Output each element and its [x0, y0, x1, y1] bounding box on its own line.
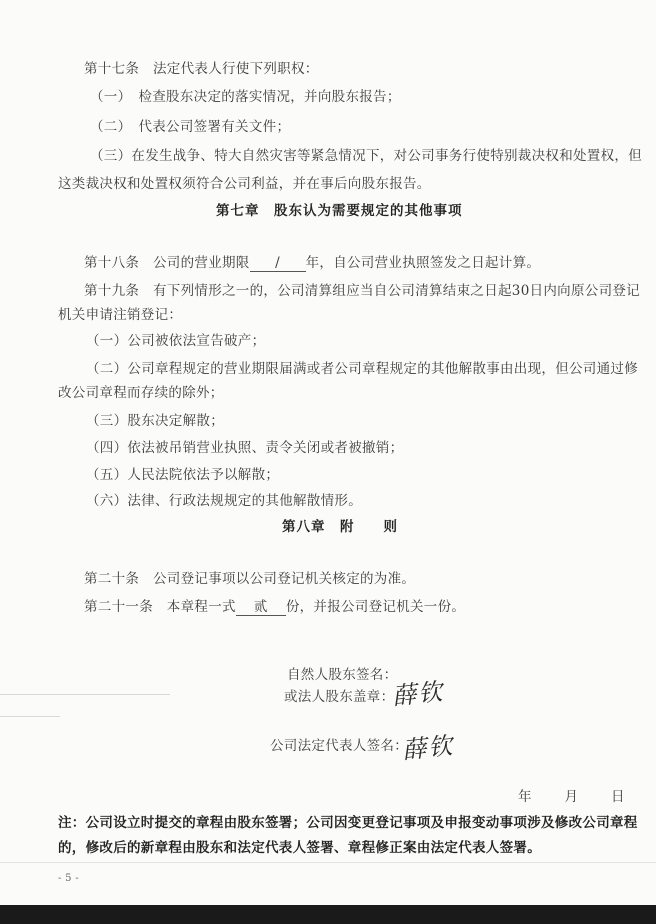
article-19-line-2: 机关申请注销登记： [58, 307, 183, 323]
article-19-line-1: 第十九条 有下列情形之一的，公司清算组应当自公司清算结束之日起30日内向原公司登记 [84, 283, 640, 299]
article-19-item-6: （六）法律、行政法规规定的其他解散情形。 [86, 493, 362, 509]
article-17-item-1: （一） 检查股东决定的落实情况，并向股东报告； [90, 89, 401, 105]
article-18-term-blank: / [250, 255, 306, 272]
article-21 [84, 598, 465, 616]
legal-shareholder-label: 或法人股东盖章： [284, 689, 395, 705]
article-19-item-2-line-2: 改公司章程而存续的除外； [58, 385, 224, 401]
chapter-8-heading: 第八章 附 则 [282, 519, 398, 535]
date-line: 年 月 日 [518, 789, 627, 805]
scan-artifact-line [0, 716, 60, 717]
legal-rep-signature: 薛钦 [400, 731, 456, 765]
article-17-title: 第十七条 法定代表人行使下列职权： [84, 61, 319, 77]
natural-shareholder-label: 自然人股东签名： [287, 667, 398, 683]
article-19-item-4: （四）依法被吊销营业执照、责令关闭或者被撤销； [86, 440, 404, 456]
article-20: 第二十条 公司登记事项以公司登记机关核定的为准。 [84, 571, 416, 587]
article-19-item-1: （一）公司被依法宣告破产； [86, 333, 266, 349]
shareholder-signature: 薛钦 [390, 677, 446, 711]
article-17-item-3-line-2: 这类裁决权和处置权须符合公司利益，并在事后向股东报告。 [58, 176, 431, 192]
article-18-text-pre: 第十八条 公司的营业期限 [84, 255, 250, 271]
article-18-text-post: 年，自公司营业执照签发之日起计算。 [305, 255, 541, 271]
page-number: - 5 - [58, 873, 79, 884]
article-21-text-pre: 第二十一条 本章程一式 [84, 599, 236, 615]
note-line-1: 注：公司设立时提交的章程由股东签署；公司因变更登记事项及申报变动事项涉及修改公司章程 [58, 815, 638, 831]
scan-bottom-edge [0, 905, 656, 924]
article-21-copies-blank: 贰 [236, 599, 286, 616]
article-21-text-post: 份，并报公司登记机关一份。 [285, 599, 466, 615]
scan-artifact-line [0, 862, 656, 863]
article-19-item-5: （五）人民法院依法予以解散； [86, 467, 280, 483]
article-17-item-3-line-1: （三）在发生战争、特大自然灾害等紧急情况下，对公司事务行使特别裁决权和处置权，但 [90, 148, 642, 164]
article-18 [84, 254, 540, 272]
chapter-7-heading: 第七章 股东认为需要规定的其他事项 [216, 203, 463, 219]
article-19-item-2-line-1: （二）公司章程规定的营业期限届满或者公司章程规定的其他解散事由出现，但公司通过修 [86, 361, 638, 377]
note-line-2: 的，修改后的新章程由股东和法定代表人签署、章程修正案由法定代表人签署。 [58, 840, 541, 856]
article-17-item-2: （二） 代表公司签署有关文件； [90, 119, 291, 135]
legal-rep-label: 公司法定代表人签名： [270, 738, 408, 754]
article-19-item-3: （三）股东决定解散； [86, 413, 224, 429]
scan-artifact-line [0, 694, 170, 695]
